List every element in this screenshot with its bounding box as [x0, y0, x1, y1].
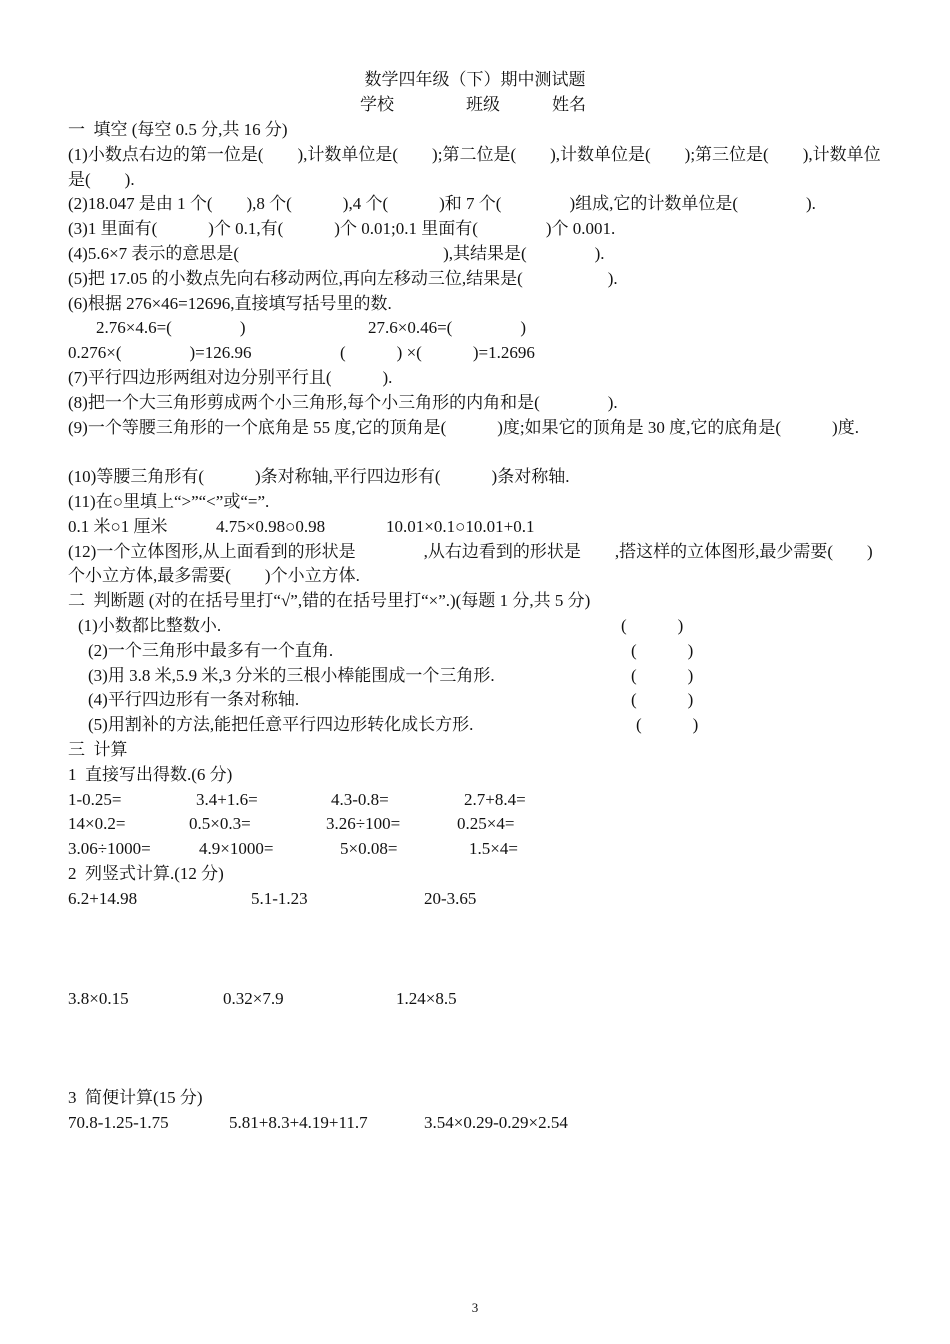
vertical-calc-item: 6.2+14.98: [68, 888, 138, 908]
vertical-calc-row: [68, 887, 888, 912]
mental-math-item: 3.26÷100=: [326, 814, 401, 834]
mental-math-row: [68, 837, 888, 862]
q6-item-c: 0.276×( )=126.96: [68, 343, 252, 363]
page-title: 数学四年级（下）期中测试题: [364, 70, 586, 89]
question-1-3: (3)1 里面有( )个 0.1,有( )个 0.01;0.1 里面有( )个 0.001.: [68, 219, 616, 239]
vertical-calc-item: 3.8×0.15: [68, 988, 129, 1008]
question-1-7: (7)平行四边形两组对边分别平行且( ).: [68, 367, 393, 387]
judge-item-text: (5)用割补的方法,能把任意平行四边形转化成长方形.: [88, 715, 474, 735]
name-label: 姓名: [552, 95, 586, 114]
mental-math-row: [68, 788, 888, 813]
mental-math-item: 3.4+1.6=: [196, 789, 258, 809]
page-number: 3: [471, 1300, 479, 1315]
mental-math-item: 4.9×1000=: [199, 839, 274, 859]
judge-item: [68, 713, 888, 738]
q6-item-a: 2.76×4.6=( ): [96, 318, 246, 338]
question-1-4: (4)5.6×7 表示的意思是( ),其结果是( ).: [68, 243, 605, 263]
mental-math-item: 3.06÷1000=: [68, 839, 151, 859]
question-1-9: (9)一个等腰三角形的一个底角是 55 度,它的顶角是( )度;如果它的顶角是 30 度,它的底角是( )度.: [68, 417, 859, 437]
work-space: [68, 912, 888, 987]
judge-answer-paren: ( ): [631, 665, 694, 685]
simplify-calc-item: 3.54×0.29-0.29×2.54: [424, 1113, 568, 1133]
judge-answer-paren: ( ): [636, 715, 699, 735]
question-1-8: (8)把一个大三角形剪成两个小三角形,每个小三角形的内角和是( ).: [68, 392, 618, 412]
part-1-heading: 1 直接写出得数.(6 分): [68, 764, 233, 784]
question-1-6: (6)根据 276×46=12696,直接填写括号里的数.: [68, 293, 392, 313]
judge-item-text: (1)小数都比整数小.: [78, 615, 222, 635]
part-2-heading: 2 列竖式计算.(12 分): [68, 863, 224, 883]
vertical-calc-item: 20-3.65: [424, 888, 477, 908]
question-1-6-row-b: [68, 341, 888, 366]
part-3-heading: 3 简便计算(15 分): [68, 1088, 203, 1108]
judge-answer-paren: ( ): [631, 690, 694, 710]
judge-item: [68, 614, 888, 639]
q11-item-b: 4.75×0.98○0.98: [216, 516, 326, 536]
simplify-calc-item: 70.8-1.25-1.75: [68, 1113, 169, 1133]
q11-item-c: 10.01×0.1○10.01+0.1: [386, 516, 535, 536]
exam-body: [68, 118, 888, 1136]
question-1-12: (12)一个立体图形,从上面看到的形状是 ,从右边看到的形状是 ,搭这样的立体图形,最少需要( )个小立方体,最多需要( )个小立方体.: [68, 541, 873, 586]
mental-math-item: 1-0.25=: [68, 789, 122, 809]
vertical-calc-item: 1.24×8.5: [396, 988, 457, 1008]
question-1-11-row: [68, 515, 888, 540]
judge-item: [68, 664, 888, 689]
q6-item-d: ( ) ×( )=1.2696: [340, 343, 535, 363]
simplify-calc-row: [68, 1111, 888, 1136]
mental-math-item: 5×0.08=: [340, 839, 398, 859]
mental-math-item: 14×0.2=: [68, 814, 126, 834]
vertical-calc-item: 0.32×7.9: [223, 988, 284, 1008]
mental-math-item: 1.5×4=: [469, 839, 518, 859]
judge-item-text: (4)平行四边形有一条对称轴.: [88, 690, 300, 710]
q11-item-a: 0.1 米○1 厘米: [68, 516, 168, 536]
judge-item-text: (3)用 3.8 米,5.9 米,3 分米的三根小棒能围成一个三角形.: [88, 665, 495, 685]
school-label: 学校: [360, 95, 394, 114]
mental-math-item: 0.25×4=: [457, 814, 515, 834]
vertical-calc-row: [68, 987, 888, 1012]
judge-item: [68, 639, 888, 664]
vertical-calc-item: 5.1-1.23: [251, 888, 308, 908]
mental-math-item: 2.7+8.4=: [464, 789, 526, 809]
mental-math-item: 0.5×0.3=: [189, 814, 251, 834]
class-label: 班级: [466, 95, 500, 114]
section-1-heading: 一 填空 (每空 0.5 分,共 16 分): [68, 120, 288, 139]
section-3-heading: 三 计算: [68, 739, 128, 759]
work-space: [68, 1011, 888, 1086]
mental-math-item: 4.3-0.8=: [331, 789, 389, 809]
section-2-heading: 二 判断题 (对的在括号里打“√”,错的在括号里打“×”.)(每题 1 分,共 5 分): [68, 591, 591, 611]
question-1-1: (1)小数点右边的第一位是( ),计数单位是( );第二位是( ),计数单位是( );第三位是( ),计数单位是( ).: [68, 144, 881, 189]
mental-math-row: [68, 812, 888, 837]
question-1-5: (5)把 17.05 的小数点先向右移动两位,再向左移动三位,结果是( ).: [68, 268, 618, 288]
q6-item-b: 27.6×0.46=( ): [368, 318, 526, 338]
question-1-10: (10)等腰三角形有( )条对称轴,平行四边形有( )条对称轴.: [68, 467, 570, 487]
judge-answer-paren: ( ): [631, 640, 694, 660]
question-1-2: (2)18.047 是由 1 个( ),8 个( ),4 个( )和 7 个( )组成,它的计数单位是( ).: [68, 194, 816, 214]
question-1-6-row-a: [68, 316, 888, 341]
judge-answer-paren: ( ): [621, 615, 684, 635]
simplify-calc-item: 5.81+8.3+4.19+11.7: [229, 1113, 368, 1133]
judge-item: [68, 688, 888, 713]
judge-item-text: (2)一个三角形中最多有一个直角.: [88, 640, 334, 660]
question-1-11: (11)在○里填上“>”“<”或“=”.: [68, 491, 270, 511]
